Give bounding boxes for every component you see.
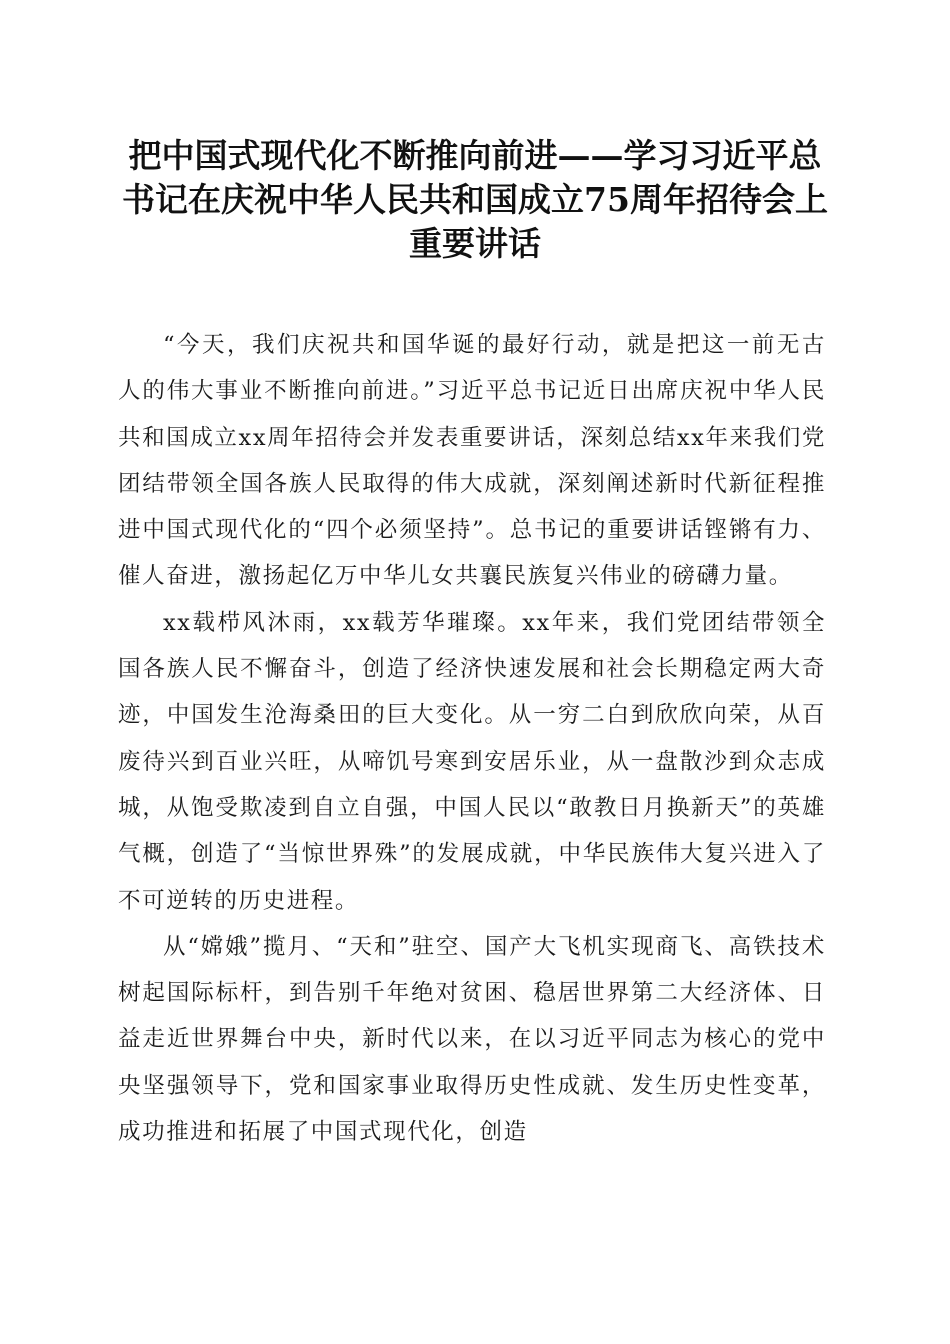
paragraph-2: xx载栉风沐雨，xx载芳华璀璨。xx年来，我们党团结带领全国各族人民不懈奋斗，创造了经济快速发展和社会长期稳定两大奇迹，中国发生沧海桑田的巨大变化。从一穷二白到欣欣向荣，从百废待兴到百业兴旺，从啼饥号寒到安居乐业，从一盘散沙到众志成城，从饱受欺凌到自立自强，中国人民以“敢教日月换新天”的英雄气概，创造了“当惊世界殊”的发展成就，中华民族伟大复兴进入了不可逆转的历史进程。 [118, 609, 826, 914]
paragraph-1: “今天，我们庆祝共和国华诞的最好行动，就是把这一前无古人的伟大事业不断推向前进。”习近平总书记近日出席庆祝中华人民共和国成立xx周年招待会并发表重要讲话，深刻总结xx年来我们党团结带领全国各族人民取得的伟大成就，深刻阐述新时代新征程推进中国式现代化的“四个必须坚持”。总书记的重要讲话铿锵有力、催人奋进，激扬起亿万中华儿女共襄民族复兴伟业的磅礴力量。 [118, 332, 826, 590]
document-body [118, 322, 826, 1155]
paragraph-3: 从“嫦娥”揽月、“天和”驻空、国产大飞机实现商飞、高铁技术树起国际标杆，到告别千年绝对贫困、稳居世界第二大经济体、日益走近世界舞台中央，新时代以来，在以习近平同志为核心的党中央坚强领导下，党和国家事业取得历史性成就、发生历史性变革，成功推进和拓展了中国式现代化，创造 [118, 933, 826, 1146]
document-title: 把中国式现代化不断推向前进——学习习近平总书记在庆祝中华人民共和国成立75周年招待会上重要讲话 [122, 136, 828, 263]
